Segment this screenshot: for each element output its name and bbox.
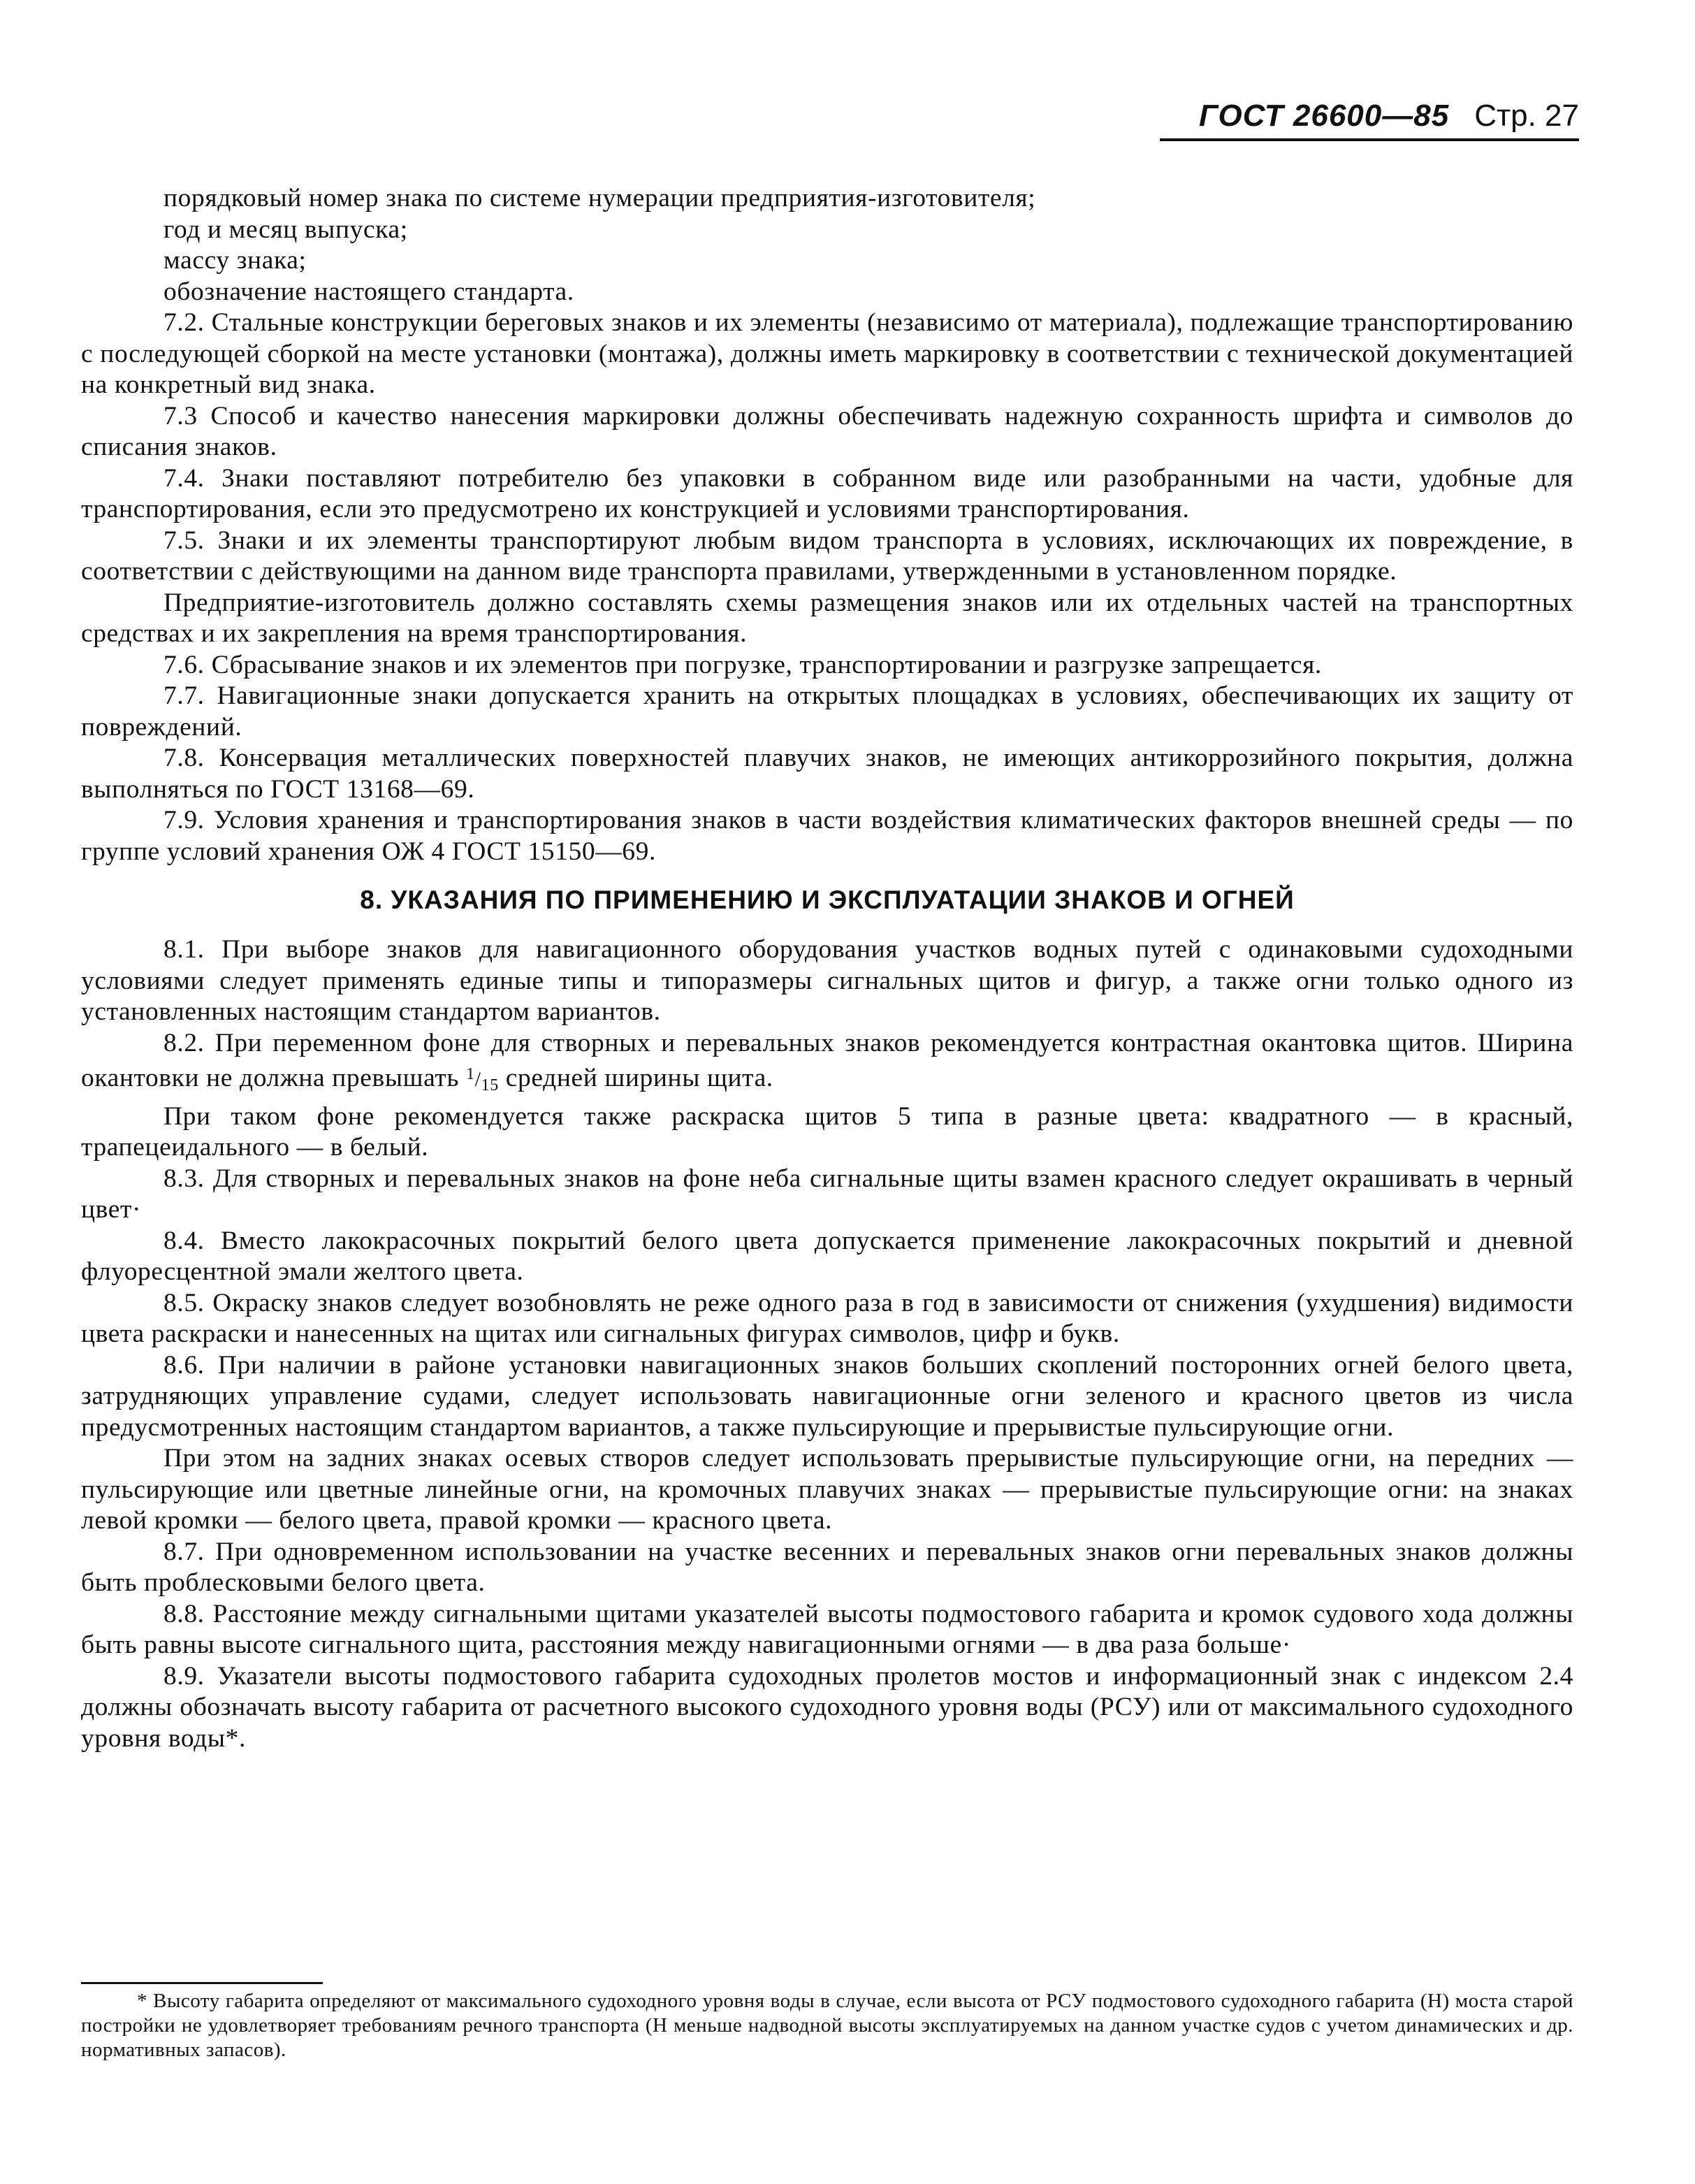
paragraph-8-7: 8.7. При одновременном использовании на участке весенних и перевальных знаков огни перевальных знаков должны быть проблесковыми белого цвета. <box>81 1537 1573 1597</box>
footnote-divider <box>81 1982 323 1984</box>
paragraph-7-4: 7.4. Знаки поставляют потребителю без упаковки в собранном виде или разобранными на части, удобные для транспортирования, если это предусмотрено их конструкцией и условиями транспортирования. <box>81 463 1573 523</box>
footnote: * Высоту габарита определяют от максимального судоходного уровня воды в случае, если высота от РСУ подмостового судоходного габарита (Н) моста старой постройки не удовлетворяет требованиям речного транспорта (Н меньше надводной высоты эксплуатируемых на данном участке судов с учетом динамических и др. нормативных запасов). <box>81 1990 1573 2061</box>
paragraph-7-8: 7.8. Консервация металлических поверхностей плавучих знаков, не имеющих антикоррозийного покрытия, должна выполняться по ГОСТ 13168—69. <box>81 744 1573 804</box>
paragraph-8-1: 8.1. При выборе знаков для навигационного оборудования участков водных путей с одинаковыми судоходными условиями следует применять единые типы и типоразмеры сигнальных щитов и фигур, а также огни только одного из установленных настоящим стандартом вариантов. <box>81 935 1573 1026</box>
page-number: Стр. 27 <box>1474 99 1579 133</box>
paragraph-7-6: 7.6. Сбрасывание знаков и их элементов при погрузке, транспортировании и разгрузке запрещается. <box>163 650 1322 679</box>
list-item: порядковый номер знака по системе нумерации предприятия-изготовителя; <box>163 184 1036 212</box>
paragraph-8-6: 8.6. При наличии в районе установки навигационных знаков больших скоплений посторонних огней белого цвета, затрудняющих управление судами, следует использовать навигационные огни зеленого и красного цветов из числа предусмотренных настоящим стандартом вариантов, а также пульсирующие и прерывистые пульсирующие огни. <box>81 1350 1573 1442</box>
paragraph-7-5: 7.5. Знаки и их элементы транспортируют любым видом транспорта в условиях, исключающих их повреждение, в соответствии с действующими на данном виде транспорта правилами, утвержденными в установленном порядке. <box>81 526 1573 586</box>
fraction-numerator: 1 <box>466 1065 475 1083</box>
paragraph-7-5-cont: Предприятие-изготовитель должно составлять схемы размещения знаков или их отдельных частей на транспортных средствах и их закрепления на время транспортирования. <box>81 588 1573 648</box>
paragraph-7-9: 7.9. Условия хранения и транспортирования знаков в части воздействия климатических факторов внешней среды — по группе условий хранения ОЖ 4 ГОСТ 15150—69. <box>81 806 1573 866</box>
paragraph-8-2 <box>81 1028 1573 1101</box>
section-8-heading: 8. УКАЗАНИЯ ПО ПРИМЕНЕНИЮ И ЭКСПЛУАТАЦИИ ЗНАКОВ И ОГНЕЙ <box>360 885 1295 914</box>
fraction-denominator: 15 <box>481 1076 499 1094</box>
list-item: год и месяц выпуска; <box>163 215 408 244</box>
paragraph-8-9: 8.9. Указатели высоты подмостового габарита судоходных пролетов мостов и информационный знак с индексом 2.4 должны обозначать высоту габарита от расчетного высокого судоходного уровня воды (РСУ) или от максимального судоходного уровня воды*. <box>81 1661 1573 1753</box>
fraction: $^1/_{15}$ <box>466 1065 499 1094</box>
paragraph-7-2: 7.2. Стальные конструкции береговых знаков и их элементы (независимо от материала), подлежащие транспортированию с последующей сборкой на месте установки (монтажа), должны иметь маркировку в соответствии с технической документацией на конкретный вид знака. <box>81 308 1573 399</box>
paragraph-8-4: 8.4. Вместо лакокрасочных покрытий белого цвета допускается применение лакокрасочных покрытий и дневной флуоресцентной эмали желтого цвета. <box>81 1226 1573 1286</box>
list-item: массу знака; <box>163 246 307 275</box>
paragraph-8-3: 8.3. Для створных и перевальных знаков на фоне неба сигнальные щиты взамен красного следует окрашивать в черный цвет· <box>81 1164 1573 1224</box>
running-header <box>1160 96 1579 141</box>
paragraph-8-8: 8.8. Расстояние между сигнальными щитами указателей высоты подмостового габарита и кромок судового хода должны быть равны высоте сигнального щита, расстояния между навигационными огнями — в два раза больше· <box>81 1599 1573 1659</box>
paragraph-8-2-cont: При таком фоне рекомендуется также раскраска щитов 5 типа в разные цвета: квадратного — в красный, трапецеидального — в белый. <box>81 1101 1573 1162</box>
paragraph-7-7: 7.7. Навигационные знаки допускается хранить на открытых площадках в условиях, обеспечивающих их защиту от повреждений. <box>81 681 1573 742</box>
paragraph-8-2-text: 8.2. При переменном фоне для створных и перевальных знаков рекомендуется контрастная окантовка щитов. Ширина окантовки не должна превышать <box>81 1028 1573 1092</box>
page-body <box>81 183 1573 1754</box>
standard-number: ГОСТ 26600—85 <box>1199 99 1450 133</box>
paragraph-7-3: 7.3 Способ и качество нанесения маркировки должны обеспечивать надежную сохранность шрифта и символов до списания знаков. <box>81 401 1573 461</box>
paragraph-8-5: 8.5. Окраску знаков следует возобновлять не реже одного раза в год в зависимости от снижения (ухудшения) видимости цвета раскраски и нанесенных на щитах или сигнальных фигурах символов, цифр и букв. <box>81 1288 1573 1348</box>
paragraph-8-6-cont: При этом на задних знаках осевых створов следует использовать прерывистые пульсирующие огни, на передних — пульсирующие или цветные линейные огни, на кромочных плавучих знаках — прерывистые пульсирующие огни: на знаках левой кромки — белого цвета, правой кромки — красного цвета. <box>81 1444 1573 1535</box>
list-item: обозначение настоящего стандарта. <box>163 277 574 306</box>
paragraph-8-2-text-end: средней ширины щита. <box>505 1064 773 1092</box>
